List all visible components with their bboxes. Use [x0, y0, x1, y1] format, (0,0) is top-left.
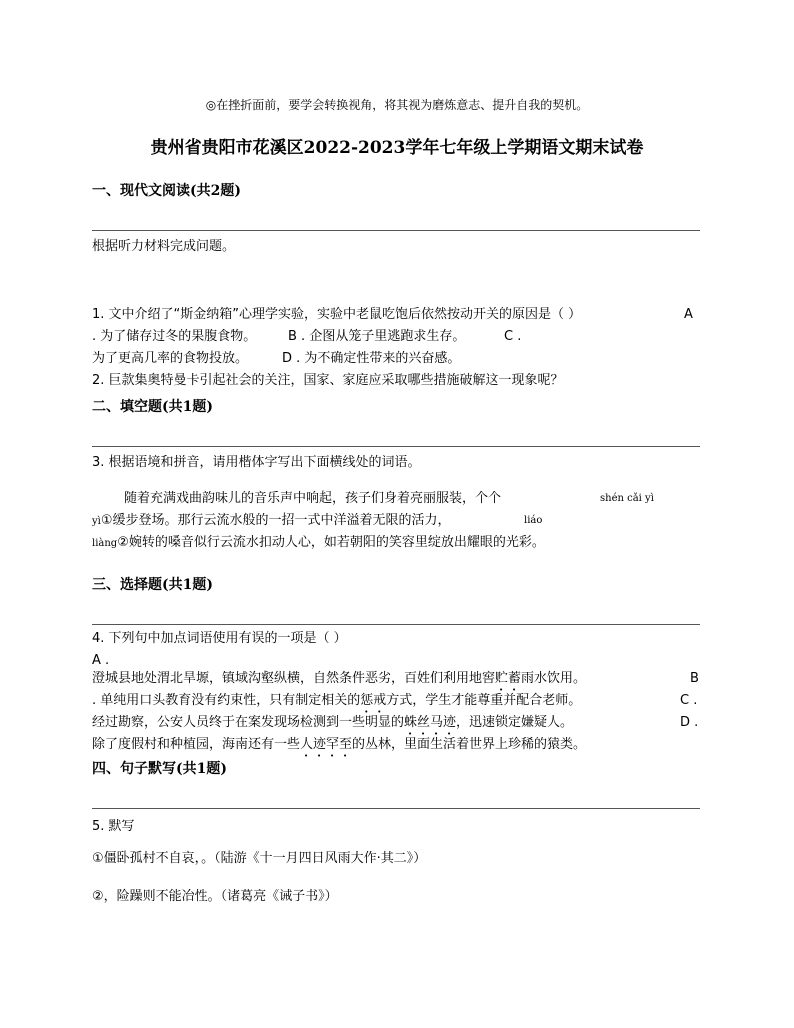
question-1-option-b: B . 企图从笼子里逃跑求生存。 [288, 329, 466, 344]
section-divider [92, 446, 700, 447]
question-4-option-c: 经过勘察，公安人员终于在案发现场检测到一些明显的蛛丝马迹，迅速锁定嫌疑人。 [92, 715, 574, 730]
question-4-option-d-letter: D . [680, 715, 699, 730]
question-5: 5. 默写 [92, 819, 135, 834]
dictation-line-2: ②，险躁则不能冶性。（诸葛亮《诫子书》） [92, 889, 338, 904]
pinyin-blank-2-tail: liàng [92, 538, 118, 549]
dictation-line-1: ①僵卧孤村不自哀，。（陆游《十一月四日风雨大作·其二》） [92, 851, 427, 866]
motto: ◎在挫折面前，要学会转换视角，将其视为磨炼意志、提升自我的契机。 [205, 98, 589, 112]
dotted-word: 贮蓄 [495, 671, 522, 686]
dotted-word: 人迹罕至 [300, 737, 353, 752]
passage-line-1: 随着充满戏曲韵味儿的音乐声中响起，孩子们身着亮丽服装，个个 [124, 491, 502, 506]
question-1-option-a-letter: A [684, 307, 693, 322]
pinyin-blank-1-tail: yì [92, 516, 101, 527]
section-divider [92, 808, 700, 809]
question-4-option-b: . 单纯用口头教育没有约束性，只有制定相关的惩戒方式，学生才能尊重并配合老师。 [92, 693, 582, 708]
question-1-option-d: D . 为不确定性带来的兴奋感。 [282, 351, 461, 366]
passage-line-3: ②婉转的嗓音似行云流水扣动人心，如若朝阳的笑容里绽放出耀眼的光彩。 [117, 535, 545, 550]
pinyin-blank-1: shén cǎi yì [600, 493, 654, 504]
section-divider [92, 624, 700, 625]
passage-line-2: ①缓步登场。那行云流水般的一招一式中洋溢着无限的活力， [100, 513, 451, 528]
dotted-word: 蛛丝马迹 [404, 715, 457, 730]
section-divider [92, 230, 700, 231]
section-heading-dictation: 四、句子默写(共1题) [92, 761, 227, 777]
question-4-option-a-letter: A . [92, 653, 110, 668]
section-heading-choice: 三、选择题(共1题) [92, 577, 213, 593]
question-2: 2. 巨款集奥特曼卡引起社会的关注，国家、家庭应采取哪些措施破解这一现象呢？ [92, 373, 564, 388]
pinyin-blank-2: liáo [524, 515, 543, 526]
question-1-option-c-letter: C . [504, 329, 522, 344]
question-4-option-b-letter: B [690, 671, 699, 686]
section-intro: 根据听力材料完成问题。 [92, 239, 236, 254]
question-4-option-d: 除了度假村和种植园，海南还有一些人迹罕至的丛林，里面生活着世界上珍稀的猿类。 [92, 737, 587, 752]
question-4-stem: 4. 下列句中加点词语使用有误的一项是（ ） [92, 631, 347, 646]
section-heading-fill: 二、填空题(共1题) [92, 399, 213, 415]
page-title: 贵州省贵阳市花溪区2022-2023学年七年级上学期语文期末试卷 [150, 138, 644, 158]
dotted-word: 惩戒 [360, 693, 387, 708]
question-1-stem: 1. 文中介绍了“斯金纳箱”心理学实验，实验中老鼠吃饱后依然按动开关的原因是（ ） [92, 307, 582, 322]
question-4-option-a: 澄城县地处渭北旱塬，镇域沟壑纵横，自然条件恶劣，百姓们利用地窖贮蓄雨水饮用。 [92, 671, 587, 686]
question-1-option-c: 为了更高几率的食物投放。 [92, 351, 249, 366]
question-1-option-a: . 为了储存过冬的果腹食物。 [92, 329, 257, 344]
question-4-option-c-letter: C . [680, 693, 698, 708]
section-heading-reading: 一、现代文阅读(共2题) [92, 183, 241, 199]
question-3: 3. 根据语境和拼音，请用楷体字写出下面横线处的词语。 [92, 455, 421, 470]
